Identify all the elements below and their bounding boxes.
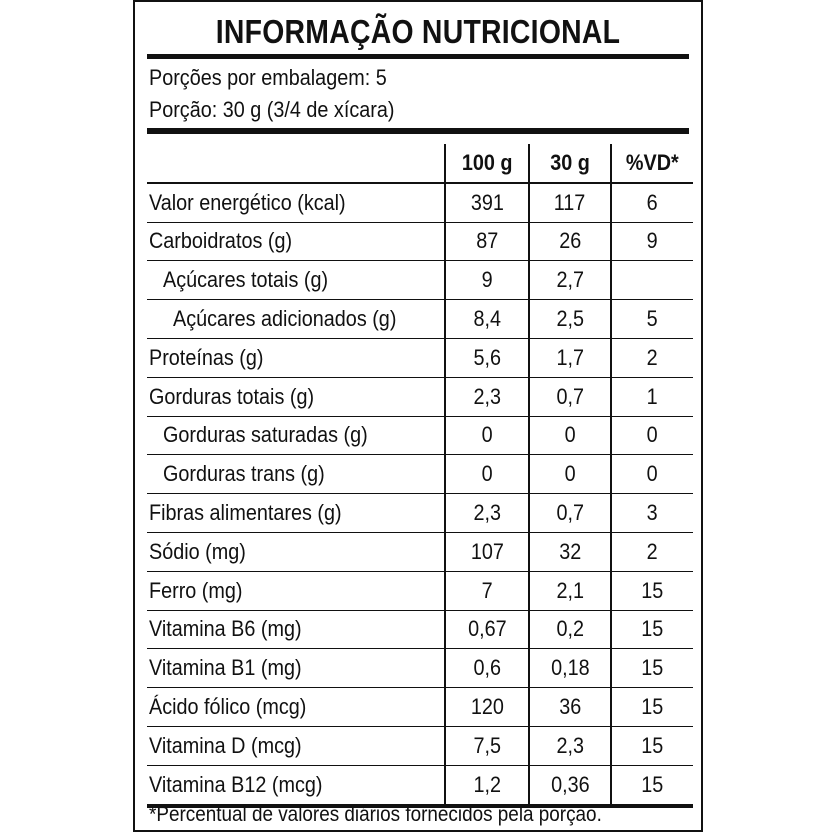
value-per-100g: 5,6 [445,338,529,377]
nutrient-name: Fibras alimentares (g) [147,494,445,533]
table-row [147,377,693,416]
table-row [147,610,693,649]
nutrition-table [147,144,693,808]
value-per-100g: 107 [445,532,529,571]
nutrient-name: Valor energético (kcal) [147,183,445,222]
value-per-100g: 0,6 [445,649,529,688]
value-per-serving: 0,7 [529,377,611,416]
value-daily-percent: 0 [611,416,693,455]
table-row [147,416,693,455]
value-daily-percent: 15 [611,610,693,649]
value-per-serving: 0,2 [529,610,611,649]
nutrient-name: Ferro (mg) [147,571,445,610]
header-per-100g: 100 g [445,144,529,183]
header-daily-value: %VD* [611,144,693,183]
value-daily-percent: 15 [611,571,693,610]
value-daily-percent: 15 [611,688,693,727]
value-per-100g: 2,3 [445,494,529,533]
nutrient-name: Carboidratos (g) [147,222,445,261]
header-per-serving: 30 g [529,144,611,183]
value-per-100g: 0 [445,416,529,455]
value-per-serving: 0,36 [529,765,611,805]
value-daily-percent: 15 [611,765,693,805]
value-per-100g: 120 [445,688,529,727]
value-per-100g: 391 [445,183,529,222]
table-row [147,494,693,533]
value-daily-percent: 3 [611,494,693,533]
nutrient-name: Gorduras trans (g) [147,455,445,494]
value-per-serving: 2,5 [529,300,611,339]
value-daily-percent: 5 [611,300,693,339]
nutrient-name: Vitamina B12 (mcg) [147,765,445,805]
nutrient-name: Gorduras totais (g) [147,377,445,416]
value-per-serving: 2,1 [529,571,611,610]
table-row [147,649,693,688]
table-row [147,532,693,571]
value-daily-percent: 9 [611,222,693,261]
nutrient-name: Açúcares totais (g) [147,261,445,300]
value-per-serving: 0,7 [529,494,611,533]
value-per-serving: 0,18 [529,649,611,688]
table-row [147,765,693,805]
table-row [147,338,693,377]
value-per-serving: 2,7 [529,261,611,300]
value-per-100g: 1,2 [445,765,529,805]
table-row [147,300,693,339]
header-nutrient [147,144,445,183]
nutrient-name: Vitamina D (mcg) [147,726,445,765]
table-row [147,261,693,300]
table-row [147,455,693,494]
value-per-serving: 26 [529,222,611,261]
table-row [147,688,693,727]
nutrient-name: Açúcares adicionados (g) [147,300,445,339]
value-per-serving: 36 [529,688,611,727]
serving-divider [147,128,689,134]
value-daily-percent: 6 [611,183,693,222]
value-per-serving: 117 [529,183,611,222]
value-daily-percent: 15 [611,649,693,688]
title-divider [147,54,689,59]
table-header-row [147,144,693,183]
nutrient-name: Sódio (mg) [147,532,445,571]
value-daily-percent: 2 [611,338,693,377]
value-per-serving: 0 [529,416,611,455]
table-row [147,726,693,765]
nutrient-name: Vitamina B1 (mg) [147,649,445,688]
label-title: INFORMAÇÃO NUTRICIONAL [215,13,621,50]
servings-per-package: Porções por embalagem: 5 [149,65,387,90]
value-per-serving: 2,3 [529,726,611,765]
value-daily-percent: 15 [611,726,693,765]
value-per-100g: 8,4 [445,300,529,339]
table-row [147,571,693,610]
value-daily-percent: 0 [611,455,693,494]
value-per-serving: 1,7 [529,338,611,377]
nutrition-facts-label [133,0,703,832]
value-daily-percent: 2 [611,532,693,571]
value-per-serving: 0 [529,455,611,494]
serving-size: Porção: 30 g (3/4 de xícara) [149,97,395,122]
nutrient-name: Proteínas (g) [147,338,445,377]
value-per-100g: 0,67 [445,610,529,649]
value-daily-percent [611,261,693,300]
nutrient-name: Ácido fólico (mcg) [147,688,445,727]
value-daily-percent: 1 [611,377,693,416]
value-per-serving: 32 [529,532,611,571]
nutrient-name: Gorduras saturadas (g) [147,416,445,455]
table-row [147,222,693,261]
value-per-100g: 9 [445,261,529,300]
value-per-100g: 87 [445,222,529,261]
value-per-100g: 7,5 [445,726,529,765]
value-per-100g: 2,3 [445,377,529,416]
value-per-100g: 7 [445,571,529,610]
nutrient-name: Vitamina B6 (mg) [147,610,445,649]
value-per-100g: 0 [445,455,529,494]
footnote: *Percentual de valores diários fornecidos pela porção. [149,803,602,826]
table-row [147,183,693,222]
